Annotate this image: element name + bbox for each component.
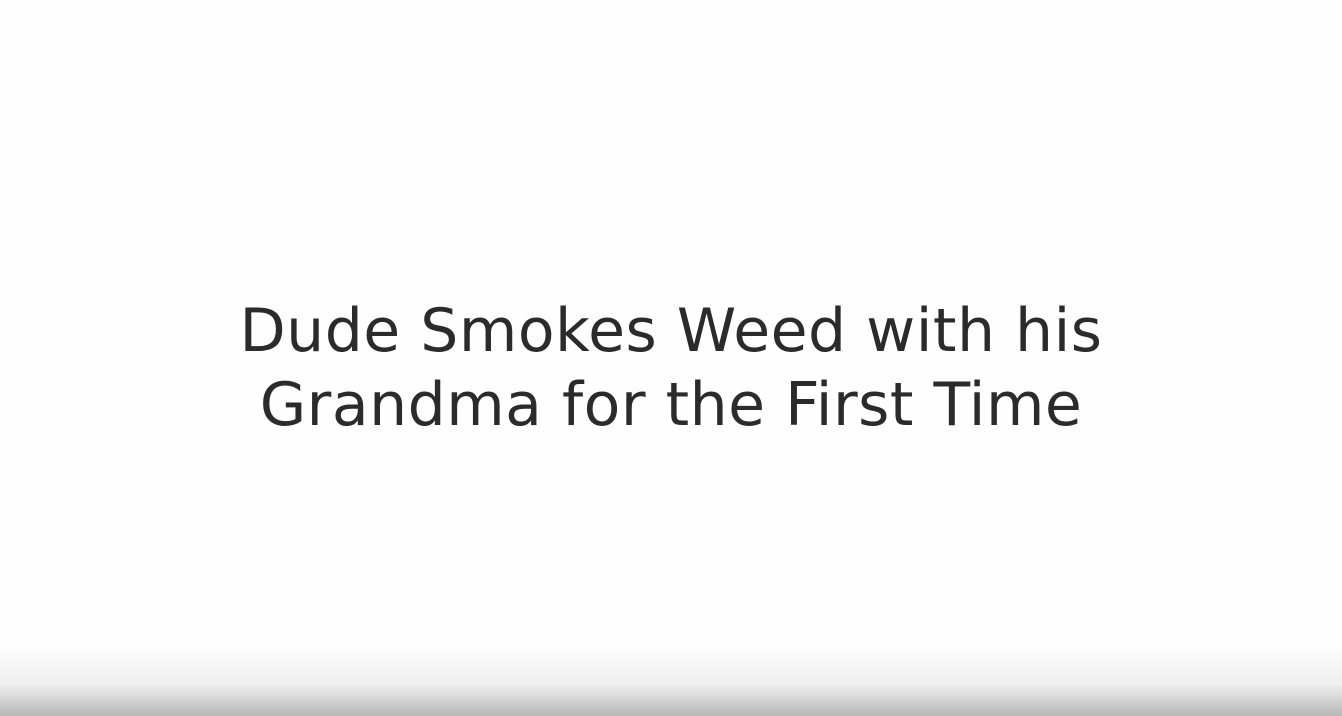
video-title [0, 294, 1342, 442]
video-title-line-2: Grandma for the First Time [259, 370, 1083, 440]
player-bottom-gradient [0, 644, 1342, 716]
video-title-line-1: Dude Smokes Weed with his [239, 296, 1103, 366]
